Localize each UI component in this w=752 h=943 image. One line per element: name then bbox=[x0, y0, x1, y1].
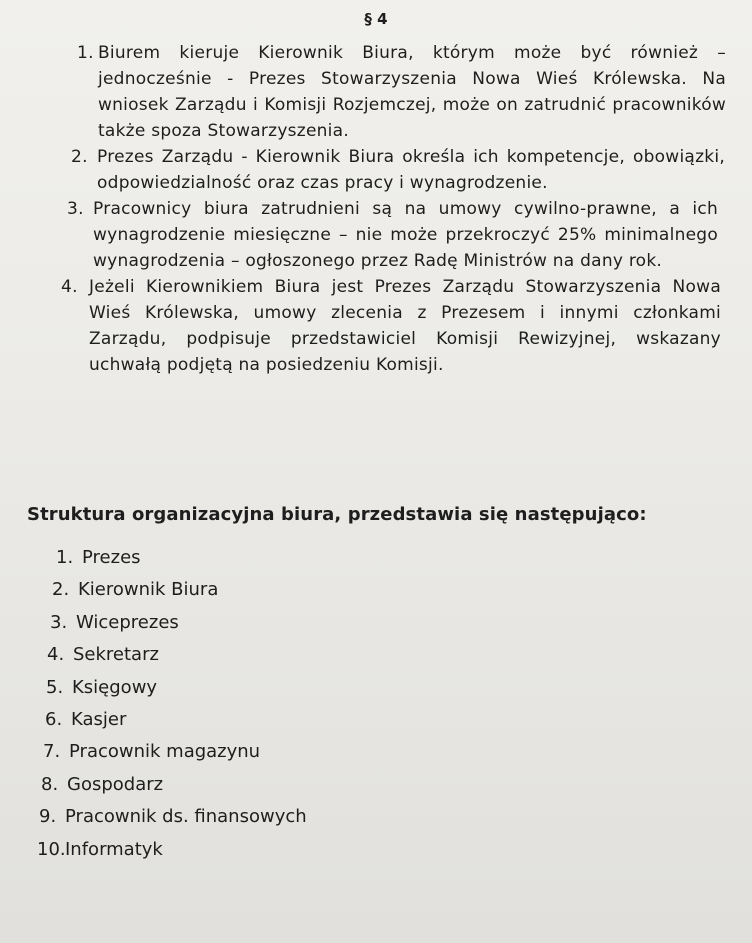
paragraph-text: Pracownicy biura zatrudnieni są na umowy cywilno-prawne, a ich wynagrodzenie miesięczne – nie może przekroczyć 25% minimalnego wynagrodzenia – ogłoszonego przez Radę Ministrów na dany rok. bbox=[93, 199, 718, 271]
structure-item bbox=[45, 708, 313, 740]
structure-item bbox=[50, 611, 318, 643]
structure-item bbox=[46, 676, 314, 708]
structure-item-number: 5. bbox=[46, 676, 64, 698]
paragraph-3 bbox=[67, 196, 718, 274]
structure-list bbox=[0, 546, 307, 870]
paragraph-number: 4. bbox=[61, 277, 78, 297]
structure-item bbox=[52, 578, 320, 610]
structure-heading: Struktura organizacyjna biura, przedstawia się następująco: bbox=[27, 504, 647, 525]
structure-item-number: 1. bbox=[56, 547, 74, 568]
paragraph-number: 3. bbox=[67, 199, 84, 219]
structure-item-label: Kierownik Biura bbox=[78, 579, 219, 601]
structure-item-label: Informatyk bbox=[65, 838, 163, 860]
structure-item bbox=[43, 740, 311, 772]
structure-item-number: 3. bbox=[50, 611, 68, 633]
paragraph-1 bbox=[77, 40, 726, 144]
structure-item-label: Pracownik magazynu bbox=[69, 741, 261, 763]
paragraph-text: Prezes Zarządu - Kierownik Biura określa ich kompetencje, obowiązki, odpowiedzialność oraz czas pracy i wynagrodzenie. bbox=[97, 147, 725, 193]
paragraph-text: Biurem kieruje Kierownik Biura, którym może być również – jednocześnie - Prezes Stowarzyszenia Nowa Wieś Królewska. Na wniosek Zarządu i Komisji Rozjemczej, może on zatrudnić pracowników także spoza Stowarzyszenia. bbox=[98, 43, 726, 141]
paragraph-4 bbox=[61, 274, 721, 378]
structure-item-label: Księgowy bbox=[72, 676, 158, 698]
paragraph-number: 2. bbox=[71, 147, 88, 167]
structure-item-label: Wiceprezes bbox=[76, 611, 179, 633]
structure-item-number: 8. bbox=[41, 773, 59, 795]
paragraph-number: 1. bbox=[77, 43, 94, 63]
structure-item-label: Gospodarz bbox=[67, 773, 164, 795]
paragraph-text: Jeżeli Kierownikiem Biura jest Prezes Zarządu Stowarzyszenia Nowa Wieś Królewska, umowy zlecenia z Prezesem i innymi członkami Zarządu, podpisuje przedstawiciel Komisji Rewizyjnej, wskazany uchwałą podjętą na posiedzeniu Komisji. bbox=[89, 277, 721, 375]
paragraph-list bbox=[0, 40, 726, 378]
structure-item bbox=[47, 643, 315, 675]
structure-item-number: 10. bbox=[37, 838, 66, 860]
structure-item bbox=[39, 805, 307, 837]
structure-item-label: Prezes bbox=[82, 547, 141, 568]
structure-item-number: 9. bbox=[39, 806, 57, 828]
structure-item-number: 2. bbox=[52, 579, 70, 601]
structure-item-number: 7. bbox=[43, 741, 61, 763]
structure-item-label: Sekretarz bbox=[73, 644, 159, 666]
structure-item-number: 4. bbox=[47, 644, 65, 666]
structure-item bbox=[37, 838, 305, 870]
structure-item bbox=[41, 773, 309, 805]
structure-item-number: 6. bbox=[45, 708, 63, 730]
structure-item-label: Pracownik ds. finansowych bbox=[65, 806, 307, 828]
structure-item-label: Kasjer bbox=[71, 708, 127, 730]
paragraph-2 bbox=[71, 144, 725, 196]
structure-item bbox=[56, 546, 324, 578]
section-mark: § 4 bbox=[364, 10, 388, 28]
